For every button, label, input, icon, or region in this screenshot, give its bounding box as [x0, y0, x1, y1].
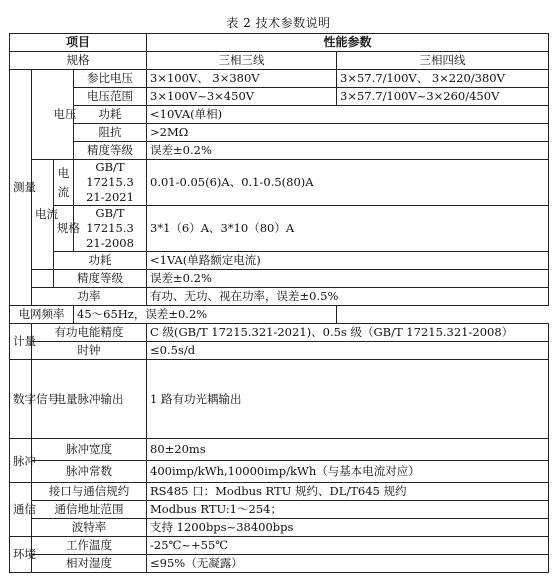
- table-caption: 表 2 技术参数说明: [226, 16, 331, 30]
- table-row: [10, 501, 549, 519]
- group-measure: 测量: [10, 70, 32, 306]
- table-row: [10, 537, 549, 555]
- group-current: 电流: [32, 160, 54, 270]
- baud-value: 支持 1200bps~38400bps: [147, 519, 549, 537]
- group-digital: 数字信号: [10, 360, 32, 439]
- table-row: [10, 288, 549, 306]
- pulse-width-value: 80±20ms: [147, 439, 549, 461]
- current-accuracy-value: 误差±0.2%: [147, 270, 549, 288]
- pulse-output-label: 电量脉冲输出: [32, 360, 147, 439]
- std2-cell: [74, 206, 147, 252]
- std1-line2: 17215.3: [86, 175, 134, 189]
- address-value: Modbus RTU:1～254；: [147, 501, 549, 519]
- spec-table: [9, 33, 549, 573]
- clock-value: ≤0.5s/d: [147, 342, 549, 360]
- pulse-constant-label: 脉冲常数: [32, 461, 147, 483]
- active-energy-label: 有功电能精度: [32, 324, 147, 342]
- power-value: 有功、无功、视在功率，误差±0.5%: [147, 288, 549, 306]
- baud-label: 波特率: [32, 519, 147, 537]
- interface-value: RS485 口：Modbus RTU 规约、DL/T645 规约: [147, 483, 549, 501]
- table-row: [10, 439, 549, 461]
- voltage-range-33: 3×100V~3×450V: [147, 88, 337, 106]
- ref-voltage-label: 参比电压: [74, 70, 147, 88]
- current-char-2: 流: [57, 184, 70, 199]
- std2-value: 3*1（6）A、3*10（80）A: [147, 206, 549, 252]
- power-label: 功率: [32, 288, 147, 306]
- table-row: [10, 461, 549, 483]
- header-item: 项目: [10, 34, 147, 52]
- std2-line3: 21-2008: [86, 236, 134, 250]
- table-row: [10, 88, 549, 106]
- clock-label: 时钟: [32, 342, 147, 360]
- current-power-value: <1VA(单路额定电流): [147, 252, 549, 270]
- group-env: 环境: [10, 537, 32, 573]
- std1-line3: 21-2021: [86, 190, 134, 204]
- table-row: [10, 52, 549, 70]
- temp-label: 工作温度: [32, 537, 147, 555]
- current-power-label: 功耗: [54, 252, 147, 270]
- spec-label: 规格: [10, 52, 147, 70]
- table-row: [10, 342, 549, 360]
- spec-34-header: 三相四线: [337, 52, 549, 70]
- address-label: 通信地址范围: [32, 501, 147, 519]
- pulse-width-label: 脉冲宽度: [32, 439, 147, 461]
- table-row: [10, 106, 549, 124]
- voltage-accuracy-value: 误差±0.2%: [147, 142, 549, 160]
- group-comm: 通信: [10, 483, 32, 537]
- table-row: [10, 519, 549, 537]
- group-pulse: 脉冲: [10, 439, 32, 483]
- ref-voltage-33: 3×100V、 3×380V: [147, 70, 337, 88]
- active-energy-value: C 级(GB/T 17215.321-2021)、0.5s 级（GB/T 17215.321-2008）: [147, 324, 549, 342]
- voltage-range-34: 3×57.7/100V~3×260/450V: [337, 88, 549, 106]
- current-char-1: 电: [57, 165, 70, 180]
- std1-line1: GB/T: [95, 160, 125, 174]
- impedance-value: >2MΩ: [147, 124, 549, 142]
- std1-value: 0.01-0.05(6)A、0.1-0.5(80)A: [147, 160, 549, 206]
- group-voltage-spacer: [32, 70, 54, 160]
- group-voltage: 电压: [54, 70, 74, 160]
- table-row: [10, 555, 549, 573]
- table-row: [10, 306, 549, 324]
- header-row: [10, 34, 549, 52]
- voltage-power-value: <10VA(单相): [147, 106, 549, 124]
- interface-label: 接口与通信规约: [32, 483, 147, 501]
- voltage-power-label: 功耗: [74, 106, 147, 124]
- std2-line1: GB/T: [95, 206, 125, 220]
- table-row: [10, 324, 549, 342]
- pulse-constant-value: 400imp/kWh,10000imp/kWh（与基本电流对应）: [147, 461, 549, 483]
- group-metering: 计量: [10, 324, 32, 360]
- impedance-label: 阻抗: [74, 124, 147, 142]
- freq-value: 45～65Hz，误差±0.2%: [74, 306, 337, 324]
- std2-line2: 17215.3: [86, 221, 134, 235]
- group-current-std1-label: [54, 160, 74, 206]
- ref-voltage-34: 3×57.7/100V、 3×220/380V: [337, 70, 549, 88]
- voltage-range-label: 电压范围: [74, 88, 147, 106]
- freq-label: 电网频率: [10, 306, 74, 324]
- spec-33-header: 三相三线: [147, 52, 337, 70]
- table-row: [10, 483, 549, 501]
- humidity-label: 相对湿度: [32, 555, 147, 573]
- table-row: [10, 142, 549, 160]
- group-current-spec: 规格: [54, 206, 74, 252]
- table-row: [10, 70, 549, 88]
- table-row: [10, 270, 549, 288]
- voltage-accuracy-label: 精度等级: [74, 142, 147, 160]
- pulse-output-value: 1 路有功光耦输出: [147, 360, 549, 439]
- table-row: [10, 252, 549, 270]
- temp-value: -25℃~+55℃: [147, 537, 549, 555]
- humidity-value: ≤95%（无凝露）: [147, 555, 549, 573]
- std1-cell: [74, 160, 147, 206]
- current-accuracy-label: 精度等级: [54, 270, 147, 288]
- table-row: [10, 124, 549, 142]
- table-row: [10, 360, 549, 439]
- header-performance: 性能参数: [147, 34, 549, 52]
